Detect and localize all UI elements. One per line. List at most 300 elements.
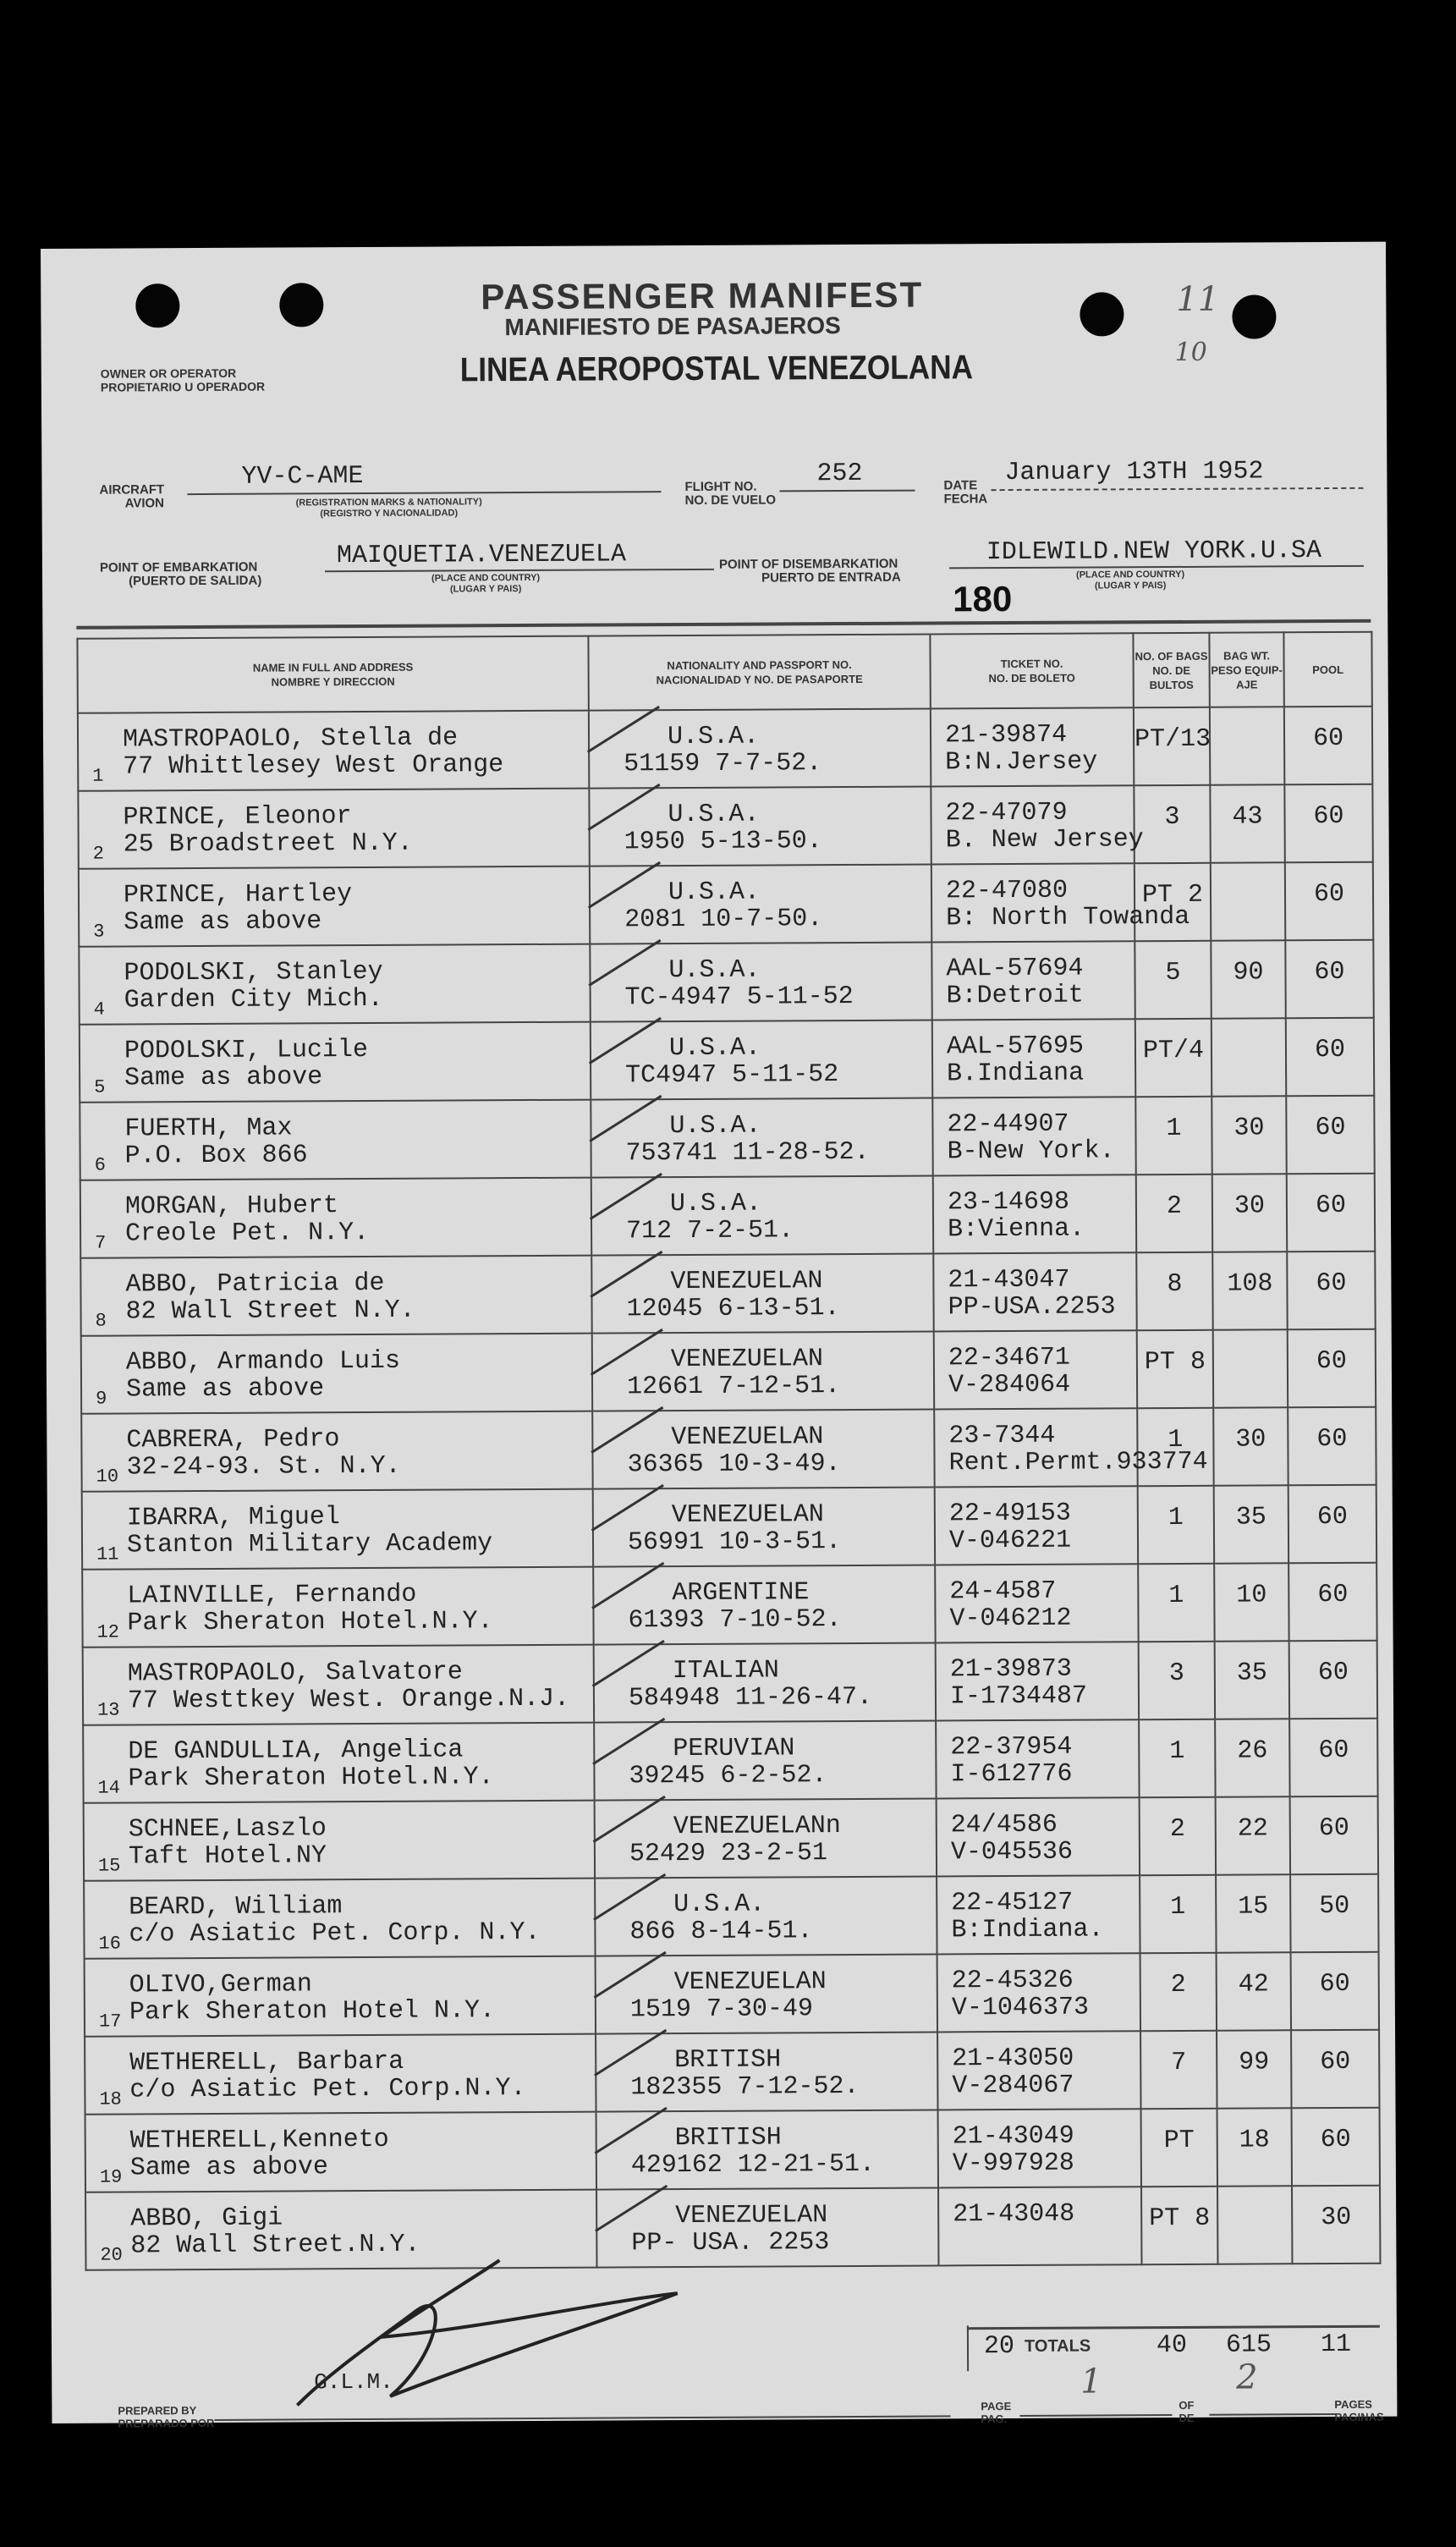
passport: 866 8-14-51. [629, 1917, 813, 1947]
passenger-address: Same as above [124, 1063, 323, 1093]
passport: TC-4947 5-11-52 [624, 982, 854, 1013]
bags-count: 8 [1167, 1269, 1183, 1300]
pool-cell [1288, 1485, 1376, 1564]
pool-cell [1292, 2186, 1380, 2264]
ticket-cell [933, 1252, 1136, 1331]
ticket-cell [938, 2187, 1141, 2265]
pool-value: 60 [1313, 879, 1345, 910]
name-cell [85, 2034, 596, 2115]
bag-weight: 99 [1239, 2048, 1270, 2077]
weight-cell [1213, 1407, 1288, 1485]
place-note-2: (PLACE AND COUNTRY) (LUGAR Y PAIS) [1076, 569, 1185, 591]
nationality-cell [591, 1175, 933, 1255]
pool-cell [1286, 1096, 1374, 1174]
ticket-cell [937, 1875, 1140, 1954]
punch-hole [279, 283, 323, 327]
name-cell [80, 1256, 591, 1336]
pool-value: 60 [1320, 2047, 1351, 2077]
passenger-address: Garden City Mich. [124, 984, 383, 1015]
bags-count: PT 8 [1144, 1347, 1206, 1378]
passport: 56991 10-3-51. [627, 1527, 842, 1558]
passenger-name: DE GANDULLIA, Angelica [128, 1736, 464, 1767]
nationality-cell [589, 708, 931, 788]
weight-cell [1217, 2030, 1291, 2108]
pool-cell [1292, 2108, 1380, 2187]
row-number: 9 [96, 1388, 107, 1410]
pool-cell [1289, 1719, 1377, 1797]
passenger-address: 82 Wall Street N.Y. [125, 1296, 415, 1327]
check-mark [591, 1562, 664, 1609]
table-row [82, 1563, 1376, 1648]
nationality-cell [590, 942, 931, 1021]
weight-cell [1216, 1796, 1290, 1874]
passport: 584948 11-26-47. [628, 1682, 873, 1714]
totals-box [967, 2324, 1382, 2372]
bags-count: 2 [1166, 1191, 1183, 1222]
passport: 36365 10-3-49. [627, 1450, 841, 1480]
passport: 52429 23-2-51 [629, 1839, 828, 1869]
name-cell [79, 944, 590, 1025]
passenger-name: PRINCE, Eleonor [123, 802, 352, 833]
ticket-number: AAL-57694 [946, 954, 1084, 984]
manifest-sheet [41, 242, 1397, 2430]
ticket-number: 23-14698 [947, 1187, 1070, 1218]
pool-value: 50 [1319, 1891, 1350, 1922]
bags-cell [1140, 2031, 1217, 2109]
bags-cell [1134, 785, 1210, 863]
ticket-cell [931, 941, 1135, 1020]
check-mark [589, 1017, 662, 1064]
ticket-number: 21-43048 [953, 2199, 1075, 2230]
row-number: 10 [96, 1466, 119, 1488]
weight-cell [1214, 1563, 1288, 1641]
table-row [81, 1407, 1376, 1492]
nationality-cell [591, 1253, 933, 1333]
nationality-cell [589, 786, 931, 866]
ticket-number: 22-34671 [948, 1343, 1070, 1373]
bags-cell [1140, 1797, 1216, 1875]
bag-weight: 43 [1232, 802, 1263, 832]
row-number: 18 [99, 2088, 122, 2110]
date-line [992, 487, 1364, 491]
passenger-address: 82 Wall Street.N.Y. [130, 2230, 420, 2261]
ticket-cell [937, 2031, 1140, 2110]
weight-cell [1215, 1719, 1289, 1796]
bags-count: PT 2 [1141, 880, 1204, 910]
col-bags-header: NO. OF BAGS NO. DE BULTOS [1133, 633, 1209, 707]
bags-count: 1 [1168, 1581, 1184, 1611]
passenger-name: ABBO, Armando Luis [125, 1346, 401, 1378]
flight-label: FLIGHT NO. NO. DE VUELO [684, 479, 777, 509]
totals-weight: 615 [1225, 2330, 1272, 2360]
ticket-number: 21-39874 [944, 720, 1068, 751]
ticket-detail: V-046212 [949, 1604, 1072, 1634]
pool-value: 60 [1315, 1191, 1347, 1221]
totals-count: 20 [983, 2332, 1015, 2362]
bags-count: 1 [1166, 1114, 1182, 1144]
ticket-detail: B.Indiana [947, 1059, 1085, 1089]
weight-cell [1210, 707, 1284, 784]
embarkation-value: MAIQUETIA.VENEZUELA [336, 540, 627, 571]
bag-weight: 22 [1237, 1814, 1268, 1844]
bags-cell [1141, 2109, 1217, 2187]
passenger-name: SCHNEE,Laszlo [128, 1814, 327, 1845]
ticket-cell [931, 785, 1144, 864]
passenger-name: ABBO, Gigi [130, 2203, 283, 2234]
nationality: U.S.A. [668, 955, 761, 986]
nationality-cell [593, 1565, 935, 1644]
pool-value: 60 [1316, 1346, 1347, 1377]
table-row [80, 1096, 1374, 1180]
pool-value: 60 [1318, 1736, 1349, 1766]
row-number: 15 [97, 1855, 121, 1877]
table-header-row [77, 632, 1371, 713]
bags-cell [1135, 1019, 1212, 1097]
name-cell [85, 1956, 596, 2037]
check-mark [591, 1406, 663, 1454]
check-mark [592, 1718, 665, 1765]
ticket-number: AAL-57695 [946, 1031, 1085, 1062]
pool-value: 60 [1314, 1035, 1346, 1065]
bag-weight: 108 [1227, 1269, 1273, 1299]
nationality-cell [595, 1876, 937, 1956]
bags-count: 3 [1164, 802, 1180, 833]
weight-cell [1211, 862, 1285, 940]
passenger-name: FUERTH, Max [124, 1114, 293, 1144]
bags-count: 1 [1170, 1892, 1186, 1923]
table-row [83, 1641, 1377, 1725]
passenger-name: ABBO, Patricia de [125, 1268, 385, 1300]
bags-cell [1140, 1953, 1217, 2031]
check-mark [587, 784, 660, 831]
passenger-name: IBARRA, Miguel [126, 1503, 340, 1533]
passenger-name: OLIVO,German [129, 1970, 312, 2000]
row-number: 3 [93, 921, 105, 943]
passport: 712 7-2-51. [626, 1216, 794, 1246]
check-mark [589, 1095, 662, 1142]
passport: 61393 7-10-52. [628, 1605, 842, 1636]
bag-weight: 15 [1238, 1892, 1269, 1922]
punch-hole [1232, 294, 1276, 338]
pool-cell [1287, 1251, 1375, 1330]
ticket-number: 22-44907 [947, 1109, 1069, 1140]
table-row [81, 1329, 1376, 1414]
pool-value: 60 [1320, 2125, 1351, 2155]
weight-cell [1212, 1174, 1287, 1251]
pool-cell [1285, 862, 1373, 941]
row-number: 1 [92, 765, 104, 787]
pool-cell [1290, 1874, 1378, 1953]
pool-cell [1288, 1407, 1376, 1486]
row-number: 5 [94, 1076, 106, 1098]
row-number: 20 [100, 2244, 123, 2266]
ticket-cell [935, 1564, 1138, 1642]
passenger-name: PODOLSKI, Lucile [124, 1035, 369, 1066]
pages-label: PAGES PAGINAS [1334, 2397, 1384, 2424]
ticket-number: 22-45127 [951, 1888, 1074, 1918]
table-row [78, 784, 1372, 869]
passport: 2081 10-7-50. [624, 905, 823, 935]
check-mark [592, 1640, 665, 1687]
weight-cell [1212, 1251, 1287, 1329]
bags-count: PT [1163, 2126, 1195, 2156]
manifest-title: PASSENGER MANIFEST [481, 274, 924, 317]
nationality-cell [592, 1409, 934, 1488]
pool-value: 60 [1316, 1268, 1347, 1299]
bag-weight: 35 [1236, 1659, 1267, 1688]
pool-cell [1288, 1329, 1376, 1408]
pool-value: 60 [1315, 1113, 1346, 1143]
ticket-detail: B:Indiana. [951, 1915, 1104, 1945]
pool-cell [1290, 1796, 1378, 1875]
passenger-address: Same as above [124, 907, 322, 938]
name-cell [80, 1100, 591, 1180]
table-row [82, 1485, 1376, 1570]
bags-cell [1136, 1252, 1212, 1330]
operator-name: LINEA AEROPOSTAL VENEZOLANA [459, 349, 974, 389]
ticket-detail: B:N.Jersey [945, 747, 1098, 778]
table-row [85, 2108, 1380, 2192]
totals-pool: 11 [1320, 2330, 1352, 2360]
weight-cell [1213, 1329, 1288, 1407]
passenger-name: MASTROPAOLO, Salvatore [127, 1658, 463, 1689]
weight-cell [1212, 1018, 1286, 1096]
nationality-cell [596, 2110, 938, 2189]
corner-note-1: 11 [1176, 279, 1220, 319]
pool-cell [1289, 1641, 1377, 1719]
passport: 51159 7-7-52. [624, 749, 822, 779]
bags-cell [1140, 1875, 1216, 1953]
name-cell [85, 2112, 596, 2192]
bags-count: 2 [1170, 1970, 1186, 2000]
ticket-detail: V-284064 [948, 1370, 1071, 1400]
ticket-number: 22-37954 [950, 1732, 1073, 1763]
nationality: VENEZUELAN [673, 1967, 827, 1998]
bag-weight: 30 [1235, 1425, 1266, 1455]
pages-value: 2 [1236, 2357, 1258, 2397]
bags-cell [1135, 863, 1211, 941]
ticket-cell [933, 1174, 1136, 1253]
aircraft-line [188, 491, 662, 495]
flight-no-value: 252 [816, 459, 863, 489]
ticket-detail: B-New York. [947, 1136, 1115, 1167]
pages-line [1209, 2413, 1336, 2416]
check-mark [588, 861, 661, 909]
name-cell [80, 1178, 591, 1258]
name-cell [83, 1645, 594, 1725]
weight-cell [1211, 940, 1285, 1018]
row-number: 12 [96, 1621, 120, 1643]
nationality: ARGENTINE [672, 1578, 810, 1609]
weight-cell [1217, 2108, 1292, 2186]
bags-count: 7 [1171, 2048, 1187, 2078]
row-number: 11 [96, 1543, 119, 1565]
passport: 429162 12-21-51. [630, 2149, 876, 2181]
prepared-by: G.L.M. [314, 2368, 393, 2396]
ticket-detail: Rent.Permt.933774 [948, 1447, 1208, 1478]
nationality: VENEZUELANn [673, 1812, 841, 1842]
ticket-detail: I-612776 [950, 1759, 1073, 1790]
passenger-name: BEARD, William [129, 1892, 343, 1923]
ticket-detail: B:Detroit [946, 981, 1084, 1011]
nationality: VENEZUELAN [671, 1422, 824, 1453]
name-cell [79, 866, 590, 947]
nationality: ITALIAN [672, 1656, 779, 1686]
ticket-number: 22-47080 [945, 876, 1069, 906]
date-value: January 13TH 1952 [1004, 457, 1264, 488]
ticket-cell [934, 1408, 1208, 1487]
passenger-name: MASTROPAOLO, Stella de [122, 723, 459, 755]
pool-value: 60 [1317, 1658, 1349, 1688]
passport: 753741 11-28-52. [625, 1137, 870, 1169]
bag-weight: 90 [1233, 958, 1264, 987]
ticket-cell [932, 1019, 1135, 1097]
name-cell [78, 789, 589, 869]
ticket-cell [935, 1486, 1138, 1565]
bags-cell [1137, 1330, 1213, 1408]
name-cell [81, 1411, 592, 1492]
totals-label: TOTALS [1024, 2336, 1091, 2356]
corner-note-2: 10 [1174, 337, 1207, 367]
nationality: BRITISH [674, 2045, 782, 2076]
nationality: PERUVIAN [673, 1734, 795, 1764]
ticket-number: 21-43047 [948, 1265, 1070, 1296]
name-cell [82, 1489, 593, 1570]
passport: 182355 7-12-52. [630, 2071, 860, 2103]
check-mark [591, 1329, 663, 1376]
embark-label: POINT OF EMBARKATION (PUERTO DE SALIDA) [99, 559, 262, 589]
row-number: 16 [98, 1933, 121, 1955]
passport: TC4947 5-11-52 [625, 1060, 839, 1091]
row-number: 14 [97, 1777, 120, 1799]
bags-cell [1139, 1642, 1215, 1719]
pool-cell [1286, 1018, 1374, 1097]
pool-cell [1287, 1174, 1375, 1252]
ticket-detail: B: North Towanda [946, 902, 1190, 933]
bags-cell [1138, 1486, 1214, 1564]
pool-value: 60 [1314, 957, 1345, 987]
bags-cell [1138, 1564, 1214, 1642]
weight-cell [1215, 1641, 1289, 1719]
table-row [84, 1796, 1378, 1881]
table-row [79, 862, 1373, 947]
ticket-detail: V-045536 [950, 1837, 1074, 1868]
nationality-cell [595, 1798, 937, 1878]
ticket-detail: V-046221 [948, 1526, 1072, 1556]
table-row [85, 1952, 1379, 2037]
pool-value: 60 [1319, 1969, 1350, 2000]
ticket-detail: B:Vienna. [947, 1214, 1085, 1245]
nationality: U.S.A. [667, 722, 760, 752]
page-value: 1 [1080, 2362, 1102, 2401]
punch-hole [1080, 292, 1124, 336]
nationality-cell [594, 1720, 936, 1800]
bags-cell [1137, 1408, 1213, 1486]
ticket-number: 24-4587 [949, 1576, 1057, 1607]
prepared-label: PREPARED BY PREPARADO POR [118, 2404, 215, 2430]
bags-count: 1 [1168, 1425, 1184, 1455]
disembarkation-value: IDLEWILD.NEW YORK.U.SA [986, 536, 1322, 568]
passport: 12045 6-13-51. [626, 1294, 840, 1324]
pool-value: 60 [1316, 1502, 1348, 1532]
col-nationality-header: NATIONALITY AND PASSPORT NO. NACIONALIDAD Y NO. DE PASAPORTE [588, 635, 930, 711]
nationality: U.S.A. [668, 877, 761, 908]
name-cell [84, 1801, 595, 1881]
row-number: 17 [98, 2011, 122, 2033]
table-row [80, 1018, 1374, 1103]
check-mark [590, 1251, 662, 1298]
weight-cell [1217, 1952, 1291, 2030]
bags-count: 3 [1168, 1659, 1184, 1689]
passenger-address: Park Sheraton Hotel N.Y. [129, 1996, 496, 2027]
bags-cell [1135, 1097, 1212, 1174]
ticket-cell [937, 1953, 1140, 2032]
pool-value: 60 [1318, 1813, 1349, 1844]
passenger-address: Same as above [129, 2153, 329, 2183]
table-row [80, 1174, 1375, 1258]
passport: 12661 7-12-51. [626, 1372, 841, 1402]
passport: 1950 5-13-50. [624, 827, 822, 857]
passport: 39245 6-2-52. [629, 1761, 827, 1791]
row-number: 4 [93, 998, 105, 1020]
nationality-cell [593, 1487, 935, 1566]
ticket-number: 23-7344 [948, 1421, 1056, 1451]
nationality: VENEZUELAN [671, 1500, 824, 1531]
table-row [78, 707, 1372, 791]
bags-cell [1141, 2187, 1217, 2264]
passenger-table [76, 631, 1381, 2271]
ticket-number: 21-43049 [952, 2121, 1074, 2152]
bags-count: 5 [1165, 958, 1181, 988]
pool-cell [1288, 1563, 1376, 1642]
ticket-detail: V-1046373 [951, 1993, 1090, 2023]
bag-weight: 42 [1238, 1970, 1269, 2000]
row-number: 6 [94, 1154, 106, 1176]
weight-cell [1210, 784, 1284, 862]
nationality: VENEZUELAN [670, 1345, 824, 1375]
check-mark [593, 1796, 666, 1843]
check-mark [587, 706, 660, 753]
ticket-number: 21-39873 [949, 1654, 1072, 1685]
manifest-title-es: MANIFIESTO DE PASAJEROS [504, 312, 841, 341]
bag-weight: 26 [1237, 1736, 1268, 1766]
nationality: BRITISH [674, 2123, 782, 2154]
pool-cell [1285, 940, 1373, 1019]
nationality-cell [591, 1097, 932, 1177]
passenger-name: PODOLSKI, Stanley [124, 957, 383, 988]
row-number: 13 [96, 1699, 120, 1721]
passenger-name: CABRERA, Pedro [126, 1425, 340, 1455]
pool-cell [1291, 2030, 1379, 2109]
row-number: 7 [95, 1232, 107, 1254]
row-number: 8 [95, 1310, 107, 1332]
nationality-cell [591, 1020, 932, 1099]
passenger-address: Stanton Military Academy [126, 1529, 493, 1560]
name-cell [84, 1879, 595, 1959]
pool-value: 60 [1313, 801, 1344, 832]
col-ticket-header: TICKET NO. NO. DE BOLETO [930, 633, 1133, 708]
nationality-cell [590, 864, 931, 943]
passenger-address: 77 Whittlesey West Orange [123, 751, 504, 782]
col-bagwt-header: BAG WT. PESO EQUIP-AJE [1209, 632, 1283, 707]
table-row [79, 940, 1373, 1025]
disembark-label: POINT OF DISEMBARKATION PUERTO DE ENTRADA [718, 556, 901, 586]
weight-cell [1216, 1874, 1290, 1952]
table-row [85, 2030, 1379, 2115]
nationality: U.S.A. [669, 1111, 761, 1141]
bags-count: PT/4 [1142, 1036, 1205, 1066]
ticket-detail: I-1734487 [949, 1681, 1088, 1712]
